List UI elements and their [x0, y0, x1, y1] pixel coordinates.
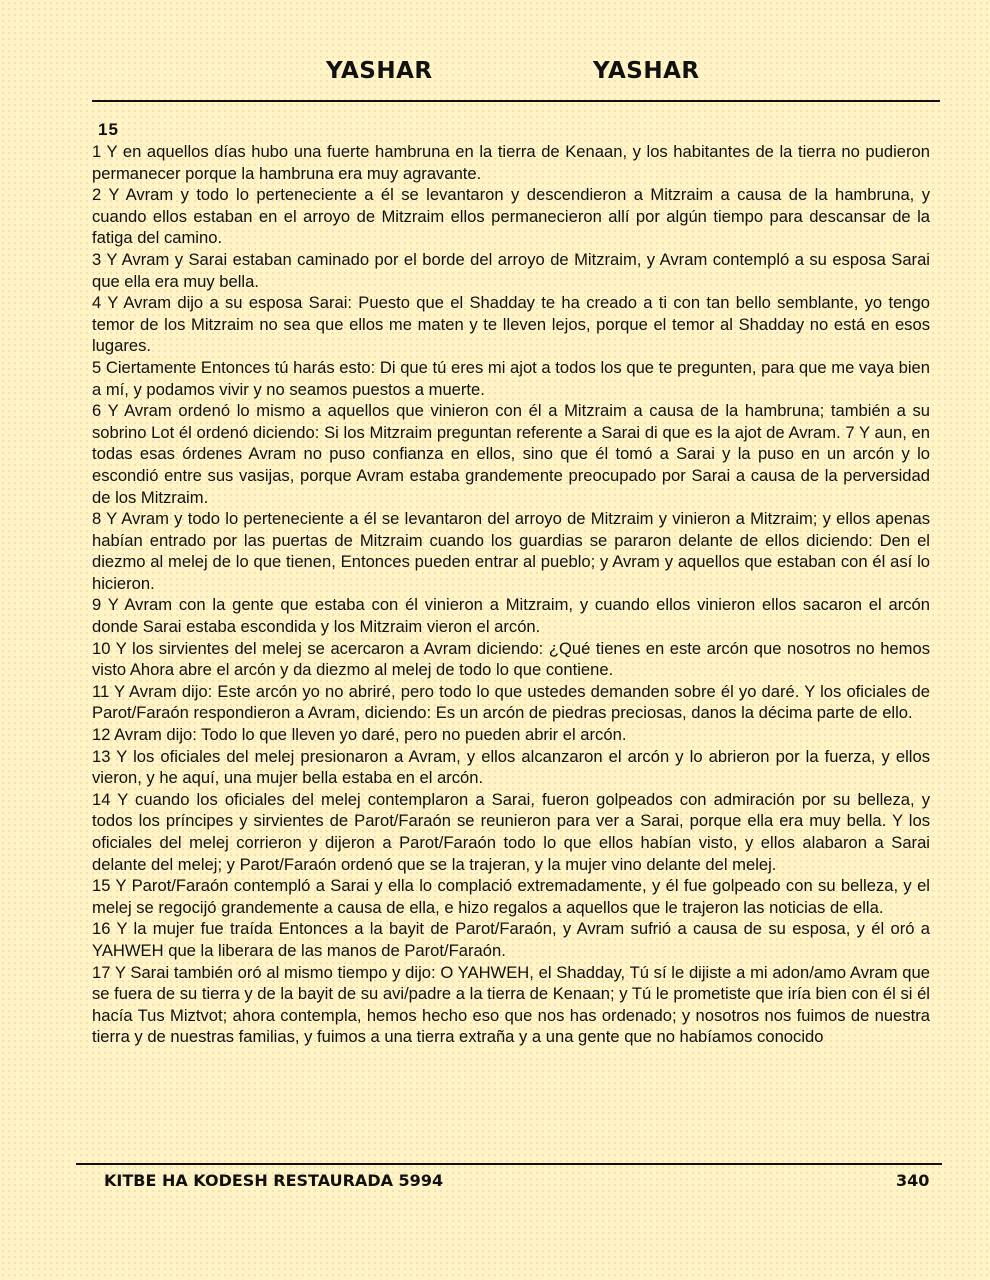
verse: 12 Avram dijo: Todo lo que lleven yo daré, pero no pueden abrir el arcón. — [92, 725, 627, 745]
book-title: KITBE HA KODESH RESTAURADA 5994 — [104, 1171, 444, 1190]
verse: 17 Y Sarai también oró al mismo tiempo y dijo: O YAHWEH, el Shadday, Tú sí le dijiste a mi adon/amo Avram que se fuera de su tierra y de la bayit de su avi/padre a la tierra de Kenaan; y Tú le prometiste que iría bien con él si él hacía Tus Miztvot; ahora contempla, hemos hecho eso que nos has ordenado; y nosotros nos fuimos de nuestra tierra y de nuestras familias, y fuimos a una tierra extraña y a una gente que no habíamos conocido — [92, 962, 930, 1047]
header-title-left: YASHAR — [326, 58, 433, 84]
verse: 10 Y los sirvientes del melej se acercaron a Avram diciendo: ¿Qué tienes en este arcón que nosotros no hemos visto Ahora abre el arcón y da diezmo al melej de todo lo que contiene. — [92, 638, 930, 680]
page-header — [0, 58, 990, 90]
verse: 5 Ciertamente Entonces tú harás esto: Di que tú eres mi ajot a todos los que te pregunten, para que me vaya bien a mí, y podamos vivir y no seamos puestos a muerte. — [92, 357, 930, 399]
header-divider — [92, 100, 940, 102]
verse: 4 Y Avram dijo a su esposa Sarai: Puesto que el Shadday te ha creado a ti con tan bello semblante, yo tengo temor de los Mitzraim no sea que ellos me maten y te lleven lejos, porque el temor al Shadday no está en esos lugares. — [92, 293, 930, 356]
verse: 16 Y la mujer fue traída Entonces a la bayit de Parot/Faraón, y Avram sufrió a causa de su esposa, y él oró a YAHWEH que la liberara de las manos de Parot/Faraón. — [92, 919, 930, 960]
verse: 9 Y Avram con la gente que estaba con él vinieron a Mitzraim, y cuando ellos vinieron ellos sacaron el arcón donde Sarai estaba escondida y los Mitzraim vieron el arcón. — [92, 595, 930, 637]
verse: 15 Y Parot/Faraón contempló a Sarai y ella lo complació extremadamente, y él fue golpeado con su belleza, y el melej se regocijó grandemente a causa de ella, e hizo regalos a aquellos que le trajeron las noticias de ella. — [92, 876, 930, 917]
page-number: 340 — [896, 1171, 930, 1190]
chapter-text — [92, 141, 930, 1159]
verse: 13 Y los oficiales del melej presionaron a Avram, y ellos alcanzaron el arcón y lo abrieron por la fuerza, y ellos vieron, y he aquí, una mujer bella estaba en el arcón. — [92, 746, 930, 788]
verse: 6 Y Avram ordenó lo mismo a aquellos que vinieron con él a Mitzraim a causa de la hambruna; también a su sobrino Lot él ordenó diciendo: Si los Mitzraim preguntan referente a Sarai di que es la ajot de Avram. 7 Y aun, en todas esas órdenes Avram no puso confianza en ellos, sino que él tomó a Sarai y la puso en un arcón y lo escondió entre sus vasijas, porque Avram estaba grandemente preocupado por Sarai a causa de la perversidad de los Mitzraim. — [92, 401, 930, 507]
verse: 11 Y Avram dijo: Este arcón yo no abriré, pero todo lo que ustedes demanden sobre él yo daré. Y los oficiales de Parot/Faraón respondieron a Avram, diciendo: Es un arcón de piedras preciosas, danos la décima parte de ello. — [92, 681, 930, 723]
verse: 2 Y Avram y todo lo perteneciente a él se levantaron y descendieron a Mitzraim a causa de la hambruna, y cuando ellos estaban en el arroyo de Mitzraim ellos permanecieron allí por algún tiempo para descansar de la fatiga del camino. — [92, 185, 930, 248]
verse: 8 Y Avram y todo lo perteneciente a él se levantaron del arroyo de Mitzraim y vinieron a Mitzraim; y ellos apenas habían entrado por las puertas de Mitzraim cuando los guardias se pararon delante de ellos diciendo: Den el diezmo al melej de lo que tienen, Entonces pueden entrar al pueblo; y Avram y aquellos que estaban con él así lo hicieron. — [92, 509, 930, 593]
verse: 1 Y en aquellos días hubo una fuerte hambruna en la tierra de Kenaan, y los habitantes de la tierra no pudieron permanecer porque la hambruna era muy agravante. — [92, 142, 930, 183]
verse: 14 Y cuando los oficiales del melej contemplaron a Sarai, fueron golpeados con admiración por su belleza, y todos los príncipes y sirvientes de Parot/Faraón se reunieron para ver a Sarai, porque ella era muy bella. Y los oficiales del melej corrieron y dijeron a Parot/Faraón todo lo que ellos habían visto, y ellos alabaron a Sarai delante del melej; y Parot/Faraón ordenó que se la trajeran, y la mujer vino delante del melej. — [92, 789, 930, 874]
verse: 3 Y Avram y Sarai estaban caminado por el borde del arroyo de Mitzraim, y Avram contempló a su esposa Sarai que ella era muy bella. — [92, 249, 930, 291]
header-title-right: YASHAR — [593, 58, 700, 84]
chapter-number: 15 — [98, 120, 119, 139]
footer-divider — [76, 1163, 942, 1165]
